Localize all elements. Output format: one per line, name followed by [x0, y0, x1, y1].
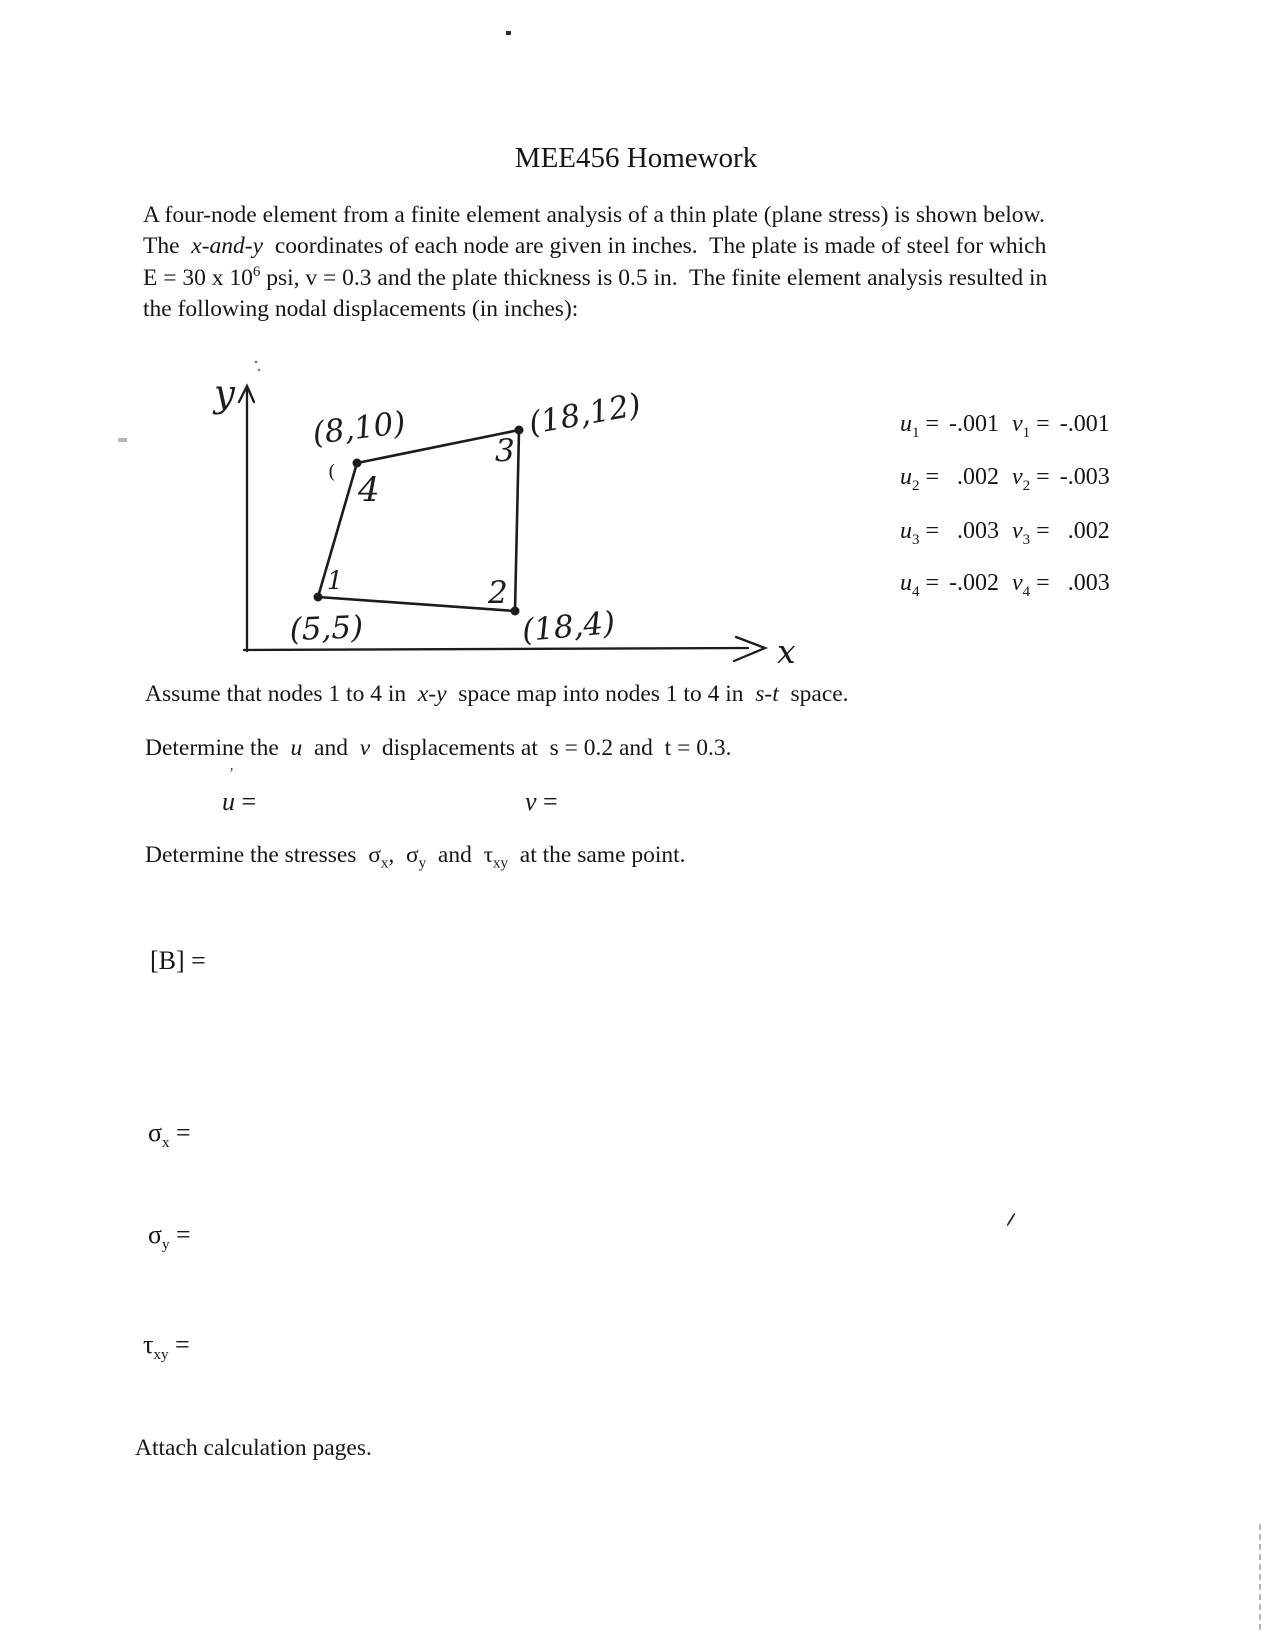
sigma-y-label: $\sigma_y$ =	[148, 1220, 191, 1254]
node-dot-4	[353, 459, 362, 468]
assume-statement: Assume that nodes 1 to 4 in x-y space map into nodes 1 to 4 in s-t space.	[145, 681, 849, 707]
node-number-3: 3	[495, 433, 515, 469]
scan-speck-top	[506, 31, 511, 35]
b-matrix-label: [B] =	[150, 946, 206, 975]
x-axis-label: x	[777, 632, 796, 671]
node-number-1: 1	[327, 566, 343, 595]
stray-paren-mark: (	[328, 461, 336, 483]
intro-paragraph	[143, 200, 1047, 326]
tau-xy-label: $\tau_{xy}$ =	[143, 1330, 190, 1364]
y-axis	[239, 386, 254, 651]
element-diagram	[190, 345, 830, 675]
node-dot-1	[314, 593, 323, 602]
y-axis-label: y	[214, 372, 235, 415]
attach-note: Attach calculation pages.	[135, 1435, 372, 1461]
node-number-2: 2	[488, 575, 508, 611]
homework-page: MEE456 Homework A four-node element from a finite element analysis of a thin plate (plane stress) is shown below. The x-and-y coordinates of each node are given in inches. The plate is made of steel for which E = 30 x $10^6$ psi, v = 0.3 and the plate thickness is 0.5 in. The finite element analysis resulted in the following nodal displacements (in inches): y x 1 2 3 4 (5,5) (18,4) (18,12) (8,10) ( $u_1 = -.001$ $v_1 = -.001$ $u_2 = .002$ $v_2 = -.003$ $u_3 = .003$ $v_3 = .002$ $u_4 = -.002$ $v_4 = .003$ Assume that nodes 1 to 4 in x-y space map into nodes 1 to 4 in s-t space. Determine the u and v displacements at s = 0.2 and t = 0.3. ʼ u = v = Determine the stresses $\sigma_x$, $\sigma_y$ and $\tau_{xy}$ at the same point. [B] = $\sigma_x$ = $\sigma_y$ = $\tau_{xy}$ = Attach calculation pages.	[0, 0, 1272, 1632]
node-number-4: 4	[358, 470, 380, 510]
pen-mark-backslash	[1006, 1213, 1016, 1227]
intro-line-1: A four-node element from a finite element analysis of a thin plate (plane stress) is shown below.	[143, 202, 1045, 228]
scan-dots-above-arrow	[255, 361, 261, 372]
determine-stress-statement: Determine the stresses $\sigma_x$, $\sigma_y$ and $\tau_{xy}$ at the same point.	[145, 842, 686, 872]
page-title: MEE456 Homework	[514, 142, 758, 174]
stray-tick-mark: ʼ	[228, 766, 233, 782]
u-answer-label: u =	[222, 787, 257, 816]
v-answer-label: v =	[525, 787, 558, 816]
sigma-x-label: $\sigma_x$ =	[148, 1118, 191, 1152]
node-dot-3	[515, 426, 524, 435]
node-coord-label-3: (18,12)	[526, 386, 644, 442]
scan-mark-left	[118, 438, 127, 442]
intro-line-4: the following nodal displacements (in inches):	[143, 296, 579, 323]
node-coord-label-4: (8,10)	[310, 404, 408, 452]
determine-uv-statement: Determine the u and v displacements at s = 0.2 and t = 0.3.	[145, 735, 732, 761]
intro-line-2: The x-and-y coordinates of each node are given in inches. The plate is made of steel for which	[143, 233, 1047, 260]
scan-dashes-right-edge	[1259, 1524, 1261, 1630]
node-dot-2	[511, 607, 520, 616]
intro-line-3: E = 30 x $10^6$ psi, v = 0.3 and the plate thickness is 0.5 in. The finite element analysis resulted in	[143, 263, 1048, 291]
node-coord-label-2: (18,4)	[520, 604, 617, 649]
node-coord-label-1: (5,5)	[289, 609, 364, 648]
